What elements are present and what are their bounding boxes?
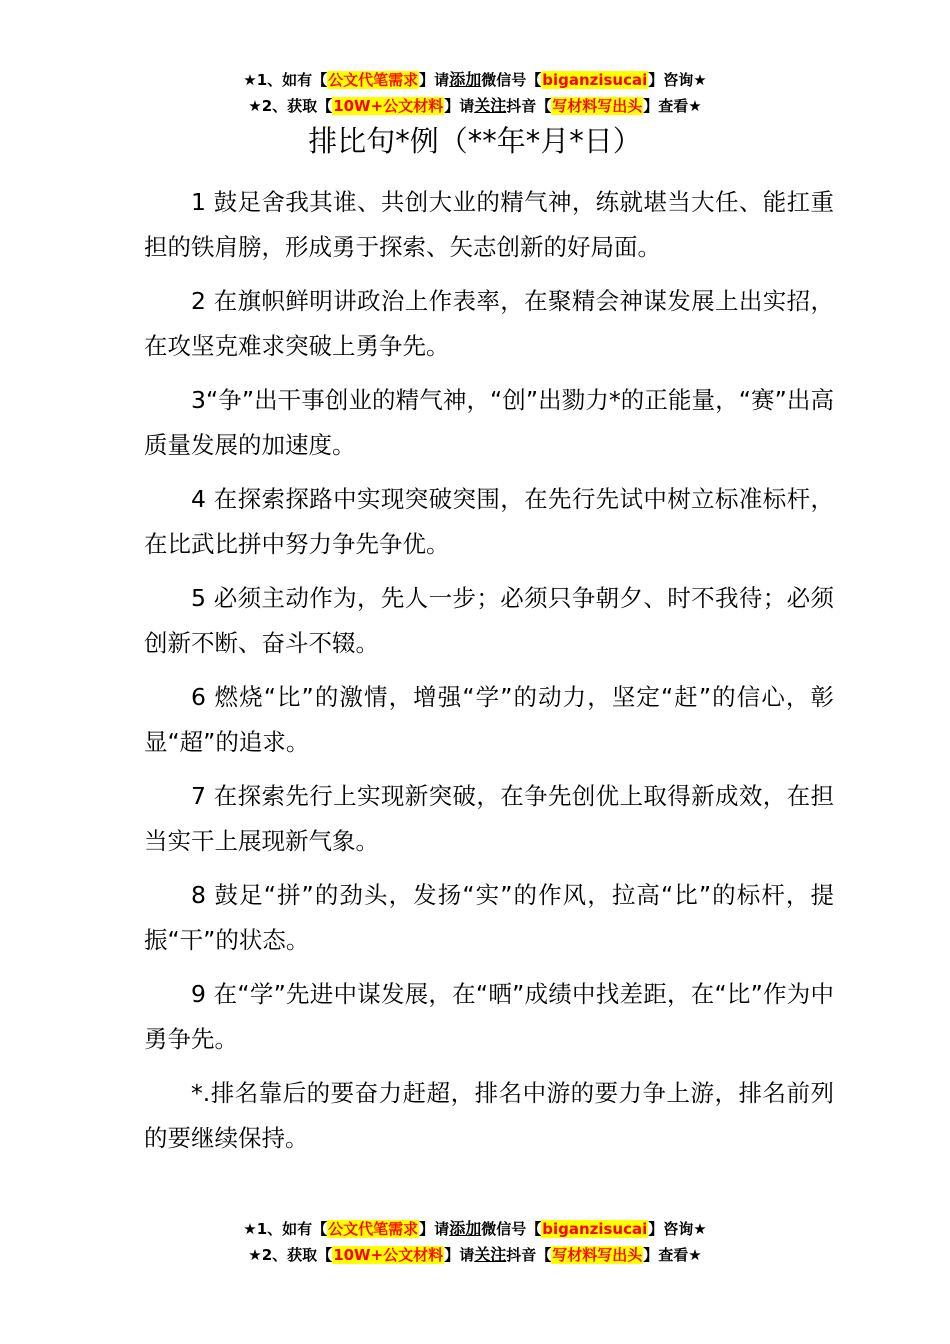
banner-text: ★1、如有【 xyxy=(243,71,328,89)
banner-line-2 xyxy=(0,1242,950,1268)
banner-text: 】请 xyxy=(419,1220,450,1238)
banner-text: ★1、如有【 xyxy=(243,1220,328,1238)
banner-text: 】查看★ xyxy=(643,97,702,115)
paragraph: 2 在旗帜鲜明讲政治上作表率，在聚精会神谋发展上出实招，在攻坚克难求突破上勇争先。 xyxy=(144,287,834,360)
banner-text: 微信号【 xyxy=(481,1220,542,1238)
highlight-text: 写材料写出头 xyxy=(552,97,643,115)
footer-banner xyxy=(0,1216,950,1268)
highlight-text: biganzisucai xyxy=(542,71,648,89)
highlight-text: 10W+公文材料 xyxy=(333,97,444,115)
banner-text: 抖音【 xyxy=(506,1246,552,1264)
underlined-text: 添加 xyxy=(449,1219,482,1238)
paragraph: 8 鼓足“拼”的劲头，发扬“实”的作风，拉高“比”的标杆，提振“干”的状态。 xyxy=(144,881,834,954)
document-title: 排比句*例（**年*月*日） xyxy=(308,124,642,158)
paragraph: 4 在探索探路中实现突破突围，在先行先试中树立标准标杆，在比武比拼中努力争先争优。 xyxy=(144,485,834,558)
banner-text: 】查看★ xyxy=(643,1246,702,1264)
paragraph: 1 鼓足舍我其谁、共创大业的精气神，练就堪当大任、能扛重担的铁肩膀，形成勇于探索、矢志创新的好局面。 xyxy=(144,188,834,261)
underlined-text: 关注 xyxy=(474,1245,507,1264)
banner-text: ★2、获取【 xyxy=(248,97,333,115)
underlined-text: 关注 xyxy=(474,96,507,115)
banner-text: ★2、获取【 xyxy=(248,1246,333,1264)
banner-line-1 xyxy=(0,1216,950,1242)
banner-line-1 xyxy=(0,67,950,93)
banner-text: 】咨询★ xyxy=(648,1220,707,1238)
header-banner xyxy=(0,67,950,119)
banner-text: 】请 xyxy=(419,71,450,89)
paragraph: 6 燃烧“比”的激情，增强“学”的动力，坚定“赶”的信心，彰显“超”的追求。 xyxy=(144,683,834,756)
banner-text: 抖音【 xyxy=(506,97,552,115)
highlight-text: 10W+公文材料 xyxy=(333,1246,444,1264)
underlined-text: 添加 xyxy=(449,70,482,89)
banner-text: 】请 xyxy=(444,97,475,115)
paragraph: 3“争”出干事创业的精气神，“创”出勠力*的正能量，“赛”出高质量发展的加速度。 xyxy=(144,386,834,459)
document-body xyxy=(144,180,834,1170)
highlight-text: 公文代笔需求 xyxy=(328,71,419,89)
banner-text: 】咨询★ xyxy=(648,71,707,89)
banner-text: 】请 xyxy=(444,1246,475,1264)
paragraph: *.排名靠后的要奋力赶超，排名中游的要力争上游，排名前列的要继续保持。 xyxy=(144,1079,834,1152)
paragraph: 7 在探索先行上实现新突破，在争先创优上取得新成效，在担当实干上展现新气象。 xyxy=(144,782,834,855)
highlight-text: 写材料写出头 xyxy=(552,1246,643,1264)
highlight-text: 公文代笔需求 xyxy=(328,1220,419,1238)
highlight-text: biganzisucai xyxy=(542,1220,648,1238)
banner-text: 微信号【 xyxy=(481,71,542,89)
paragraph: 5 必须主动作为，先人一步；必须只争朝夕、时不我待；必须创新不断、奋斗不辍。 xyxy=(144,584,834,657)
paragraph: 9 在“学”先进中谋发展，在“晒”成绩中找差距，在“比”作为中勇争先。 xyxy=(144,980,834,1053)
